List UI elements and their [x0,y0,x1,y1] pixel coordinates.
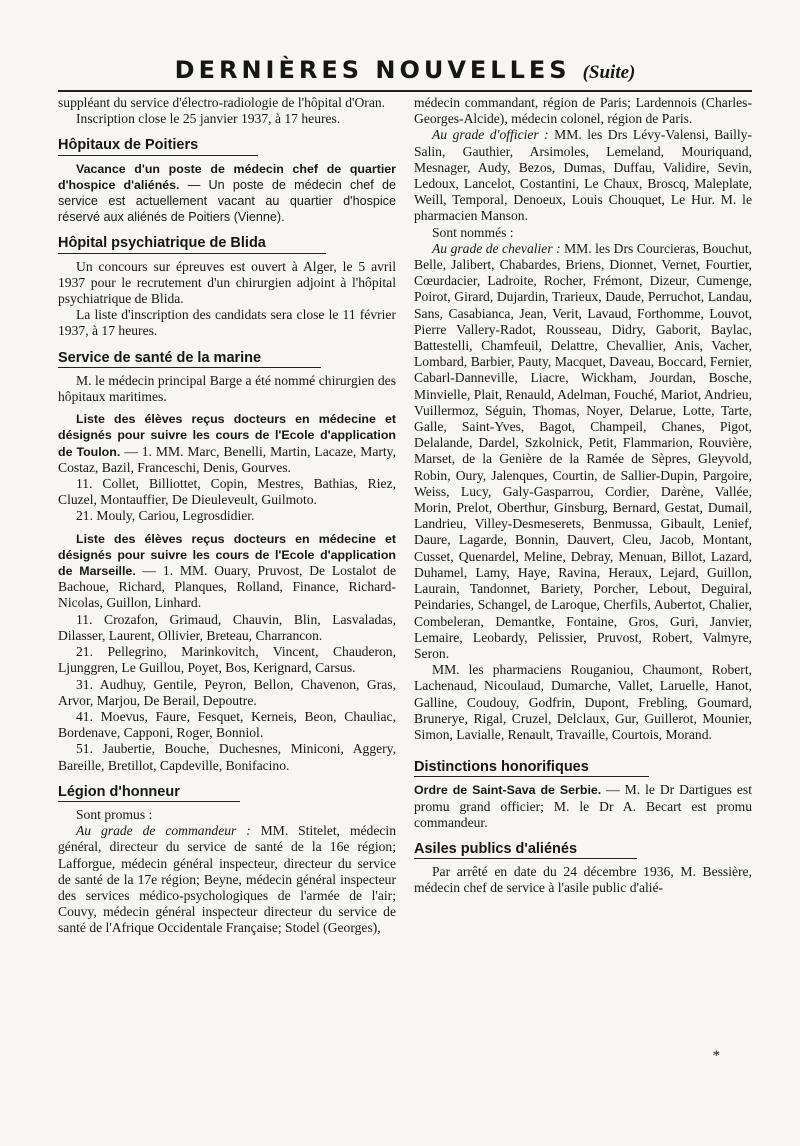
paragraph: 21. Mouly, Cariou, Legrosdidier. [76,508,255,524]
grade-label: Au grade de commandeur : [76,823,251,839]
section-heading: Légion d'honneur [58,784,240,802]
paragraph [414,241,752,662]
section-heading: Hôpital psychiatrique de Blida [58,235,326,253]
section-blida [58,235,396,339]
body-text: MM. Stitelet, médecin général, directeur du service de santé de la 16e région; Lafforgue, médecin général inspecteur, directeur du service de santé de la 17e région; Beyne, médecin général inspecteur des services médico-psychologiques de l'armée de l'air; Couvy, médecin général inspecteur directeur du service de santé de l'Afrique Occidentale Française; Stodel (Georges), [58,823,396,936]
paragraph: Sont promus : [76,806,153,822]
body-text: MM. les Drs Lévy-Valensi, Bailly-Salin, Gauthier, Arsimoles, Lemeland, Mouriquand, Mesnager, Audy, Bezos, Dumas, Duffau, Validire, Sevin, Ledoux, Lancelot, Costantini, Le Chaux, Broscq, Maleplate, Weill, Temporal, Denoeux, Louis Chouquet, Le Hur. M. le pharmacien Manson. [414,127,752,224]
page-header [58,56,752,84]
paragraph: Un concours sur épreuves est ouvert à Alger, le 5 avril 1937 pour le recrutement d'un chirurgien adjoint à l'hôpital psychiatrique de Blida. [58,258,396,307]
section-legion [58,784,396,937]
header-suite: (Suite) [582,62,636,83]
paragraph [58,823,396,936]
paragraph: suppléant du service d'électro-radiologie de l'hôpital d'Oran. [58,95,386,110]
body-text: — Un poste de médecin chef de service est actuellement vacant au quartier d'hospice réservé aux aliénés de Poitiers (Vienne). [58,177,396,225]
body-text: — 1. MM. Ouary, Pruvost, De Lostalot de Bachoue, Richard, Planques, Rolland, Finance, Richard-Nicolas, Guillon, Linhard. [58,563,396,611]
section-poitiers [58,137,396,225]
paragraph: 31. Audhuy, Gentile, Peyron, Bellon, Chavenon, Gras, Arvor, Marjou, De Berail, Depoutre. [58,676,396,708]
section-heading: Service de santé de la marine [58,350,321,368]
paragraph: 11. Crozafon, Grimaud, Chauvin, Blin, Lasvaladas, Dilasser, Laurent, Ollivier, Breteau, Charrancon. [58,611,396,643]
paragraph: médecin commandant, région de Paris; Lardennois (Charles-Georges-Alcide), médecin colonel, région de Paris. [414,95,752,127]
section-asiles [414,841,752,897]
right-column [414,95,752,937]
paragraph [414,127,752,224]
section-heading: Distinctions honorifiques [414,759,649,777]
paragraph [58,411,396,476]
paragraph: Sont nommés : [432,224,514,240]
paragraph: 21. Pellegrino, Marinkovitch, Vincent, Chauderon, Ljunggren, Le Guillou, Poyet, Bos, Kerignard, Carsus. [58,644,396,676]
body-text: — M. le Dr Dartigues est promu grand officier; M. le Dr A. Becart est promu commandeur. [414,782,752,830]
lead-text: Liste des élèves reçus docteurs en médecine et désignés pour suivre les cours de l'Ecole d'application de Toulon. [58,412,396,459]
grade-label: Au grade de chevalier : [432,240,561,256]
paragraph [58,161,396,226]
header-title: DERNIÈRES NOUVELLES [174,56,571,84]
paragraph [414,782,752,831]
section-heading: Hôpitaux de Poitiers [58,137,258,155]
paragraph: Inscription close le 25 janvier 1937, à 17 heures. [76,111,341,127]
paragraph: La liste d'inscription des candidats sera close le 11 février 1937, à 17 heures. [58,307,396,339]
section-distinctions [414,759,752,831]
lead-text: Vacance d'un poste de médecin chef de quartier d'hospice d'aliénés. [58,161,396,192]
paragraph [58,531,396,612]
paragraph: M. le médecin principal Barge a été nommé chirurgien des hôpitaux maritimes. [58,372,396,405]
paragraph: 41. Moevus, Faure, Fesquet, Kerneis, Beon, Chauliac, Bordenave, Capponi, Roger, Bonniol. [58,708,396,741]
footer-star: * [712,1048,720,1064]
columns [58,95,752,937]
paragraph: Par arrêté en date du 24 décembre 1936, M. Bessière, médecin chef de service à l'asile public d'alié- [414,864,752,896]
header-rule [58,90,752,92]
left-column [58,95,396,937]
paragraph: MM. les pharmaciens Rouganiou, Chaumont, Robert, Lachenaud, Nicoulaud, Dumarche, Vallet, Laruelle, Hanot, Galline, Coudouy, Godfrin, Dupont, Frebling, Goumard, Brunerye, Rigal, Cruzel, Delclaux, Gur, Guillerot, Mounier, Simon, Lavialle, Renault, Travaille, Courtois, Morand. [414,662,752,742]
grade-label: Au grade d'officier : [432,127,549,143]
section-heading: Asiles publics d'aliénés [414,841,637,859]
body-text: MM. les Drs Courcieras, Bouchut, Belle, Jalibert, Chabardes, Briens, Dionnet, Vernet, Fourtier, Cœurdacier, Ladroite, Rocher, Frémont, Dizeur, Cumenge, Poirot, Girard, Dujardin, Trarieux, Daude, Perruchot, Landau, Sans, Casabianca, Jean, Verit, Lavaud, Forthomme, Louvot, Pierre Vallery-Radot, Rousseau, Didry, Gaborit, Baylac, Battestelli, Chamfeuil, Delattre, Chevallier, Anis, Vacher, Lombard, Barbier, Pauty, Macquet, Daveau, Boccard, Fernier, Cabarl-Danneville, Liacre, Wickham, Jourdan, Bosche, Minvielle, Plait, Renauld, Adelman, Fouché, Mariot, Andrieu, Vuillermoz, Séguin, Thomas, Noyer, Delarue, Lotte, Tarte, Galle, Saint-Yves, Bagot, Champeil, Chanes, Pigot, Delalande, Dardel, Szkolnick, Petit, Flammarion, Rouvière, Marset, de la Genière de la Ramée de Sèpres, Gleyvold, Robin, Oury, Jalenques, Courtin, de Sallier-Dupin, Pargoire, Weiss, Lucy, Galy-Gasparrou, Cordier, Darène, Vallée, Morin, Prelot, Oberthur, Ginsburg, Bernard, Gestat, Dumail, Landrieu, Villey-Desmeserets, Benmussa, Gibault, Lenief, Daure, Lagarde, Bonnin, Dauvert, Cleu, Jacob, Montant, Cusset, Quenardel, Meline, Debray, Menuan, Billot, Lazard, Duhamel, Lamy, Haye, Ravina, Heraux, Lejard, Guillon, Laurain, Tandonnet, Bariety, Porcher, Lebout, Deguiral, Peindaries, Schangel, de Laroque, Cherfils, Aubertot, Chalier, Combeleran, Demantke, Fontaine, Gros, Guri, Janvier, Lemaire, Leobardy, Pelissier, Pruvost, Robert, Valmyre, Seron. [414,240,752,661]
section-marine [58,350,396,774]
paragraph: 11. Collet, Billiottet, Copin, Mestres, Bathias, Riez, Cluzel, Montauffier, De Dieuleveult, Guilmoto. [58,476,396,508]
lead-text: Liste des élèves reçus docteurs en médecine et désignés pour suivre les cours de l'Ecole d'application de Marseille. [58,531,396,579]
body-text: — 1. MM. Marc, Benelli, Martin, Lacaze, Marty, Costaz, Bazil, Franceschi, Denis, Gourves. [58,443,396,475]
paragraph: 51. Jaubertie, Bouche, Duchesnes, Miniconi, Aggery, Bareille, Bretillot, Capdeville, Bonifacino. [58,741,396,773]
lead-text: Ordre de Saint-Sava de Serbie. [414,783,602,798]
